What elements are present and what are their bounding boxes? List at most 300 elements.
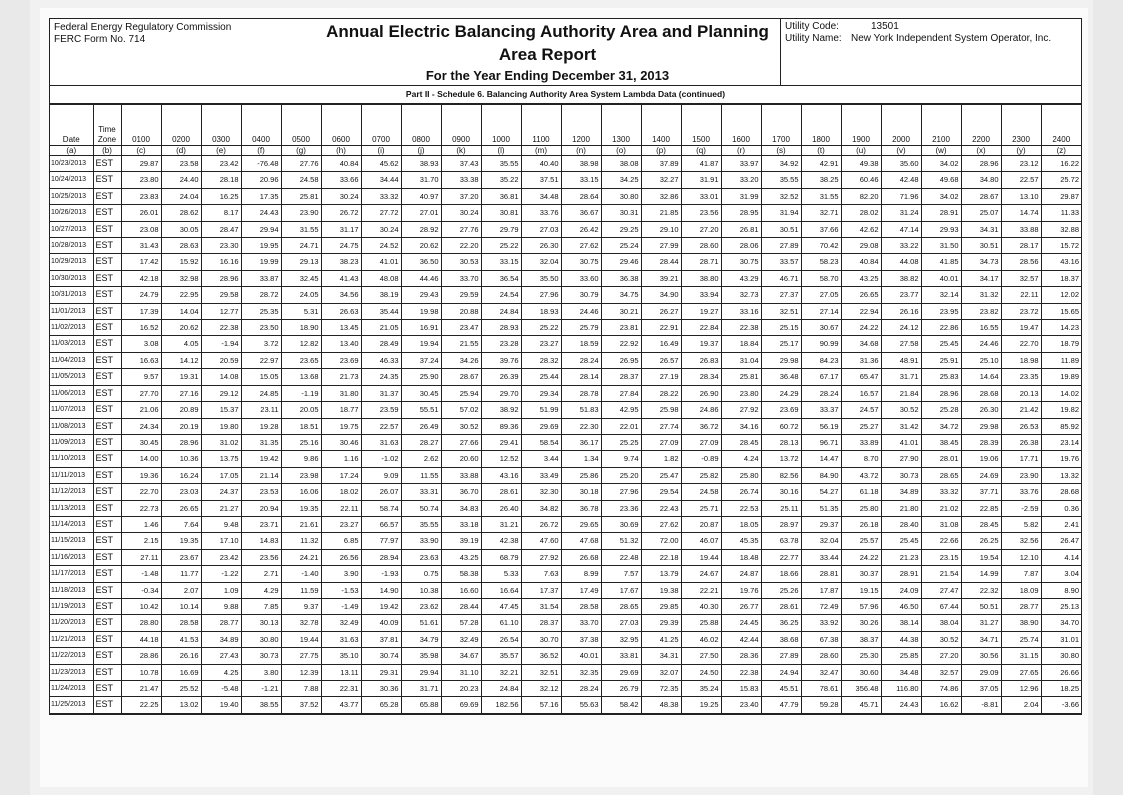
lambda-value-cell: 40.84	[321, 156, 361, 172]
lambda-value-cell: 34.25	[601, 172, 641, 188]
lambda-value-cell: 24.57	[841, 402, 881, 418]
lambda-value-cell: 36.72	[681, 418, 721, 434]
lambda-value-cell: 12.52	[481, 451, 521, 467]
lambda-value-cell: 55.63	[561, 697, 601, 713]
lambda-value-cell: 28.96	[201, 270, 241, 286]
lambda-value-cell: 33.76	[1001, 484, 1041, 500]
time-zone-cell: EST	[93, 664, 121, 680]
lambda-value-cell: 13.75	[201, 451, 241, 467]
lambda-value-cell: 32.52	[761, 188, 801, 204]
lambda-value-cell: -76.48	[241, 156, 281, 172]
lambda-value-cell: 29.08	[841, 238, 881, 254]
table-row	[50, 549, 1081, 565]
lambda-value-cell: 16.69	[161, 664, 201, 680]
lambda-value-cell: 24.43	[241, 205, 281, 221]
table-row	[50, 303, 1081, 319]
lambda-value-cell: 51.99	[521, 402, 561, 418]
lambda-value-cell: 29.13	[281, 254, 321, 270]
column-code: (t)	[801, 146, 841, 156]
lambda-value-cell: 1.09	[201, 582, 241, 598]
lambda-value-cell: 61.18	[841, 484, 881, 500]
lambda-value-cell: 21.73	[321, 369, 361, 385]
lambda-value-cell: 5.31	[281, 303, 321, 319]
lambda-value-cell: 12.10	[1001, 549, 1041, 565]
lambda-value-cell: 23.67	[161, 549, 201, 565]
lambda-value-cell: 23.71	[241, 516, 281, 532]
lambda-value-cell: 25.24	[601, 238, 641, 254]
part-heading: Part II - Schedule 6. Balancing Authority Area System Lambda Data (continued)	[50, 86, 1081, 104]
lambda-value-cell: 30.73	[881, 467, 921, 483]
lambda-value-cell: 30.51	[761, 221, 801, 237]
lambda-value-cell: 19.25	[681, 697, 721, 713]
lambda-value-cell: 30.70	[521, 631, 561, 647]
lambda-value-cell: 26.79	[601, 681, 641, 697]
lambda-value-cell: 30.79	[561, 287, 601, 303]
lambda-value-cell: 26.54	[481, 631, 521, 647]
lambda-value-cell: 14.04	[161, 303, 201, 319]
lambda-value-cell: 26.95	[601, 352, 641, 368]
lambda-value-cell: 32.04	[521, 254, 561, 270]
lambda-value-cell: 14.47	[801, 451, 841, 467]
lambda-value-cell: 27.03	[521, 221, 561, 237]
lambda-value-cell: 17.05	[201, 467, 241, 483]
lambda-value-cell: 36.50	[401, 254, 441, 270]
lambda-value-cell: 25.79	[561, 320, 601, 336]
lambda-value-cell: 2.41	[1041, 516, 1081, 532]
lambda-value-cell: 42.44	[721, 631, 761, 647]
lambda-value-cell: 29.10	[641, 221, 681, 237]
agency-block	[50, 19, 315, 85]
lambda-value-cell: 24.12	[881, 320, 921, 336]
lambda-value-cell: 30.51	[961, 238, 1001, 254]
lambda-value-cell: 36.70	[441, 484, 481, 500]
lambda-value-cell: 58.74	[361, 500, 401, 516]
lambda-value-cell: 41.01	[361, 254, 401, 270]
lambda-value-cell: 37.51	[521, 172, 561, 188]
lambda-value-cell: 60.72	[761, 418, 801, 434]
date-cell: 11/13/2013	[50, 500, 93, 516]
lambda-value-cell: 22.38	[721, 320, 761, 336]
agency-name: Federal Energy Regulatory Commission	[54, 22, 232, 33]
lambda-value-cell: 25.16	[281, 434, 321, 450]
table-row	[50, 664, 1081, 680]
lambda-value-cell: 57.28	[441, 615, 481, 631]
lambda-value-cell: 43.72	[841, 467, 881, 483]
lambda-value-cell: 27.65	[1001, 664, 1041, 680]
lambda-value-cell: 22.91	[641, 320, 681, 336]
lambda-value-cell: 31.55	[801, 188, 841, 204]
lambda-value-cell: 30.52	[441, 418, 481, 434]
table-row	[50, 467, 1081, 483]
lambda-value-cell: 22.97	[241, 352, 281, 368]
lambda-value-cell: 13.79	[641, 566, 681, 582]
lambda-value-cell: 22.01	[601, 418, 641, 434]
lambda-value-cell: 14.74	[1001, 205, 1041, 221]
utility-code-value: 13501	[871, 21, 899, 32]
lambda-value-cell: 19.35	[281, 500, 321, 516]
lambda-value-cell: 25.52	[161, 681, 201, 697]
lambda-value-cell: 28.93	[481, 320, 521, 336]
date-cell: 11/11/2013	[50, 467, 93, 483]
lambda-value-cell: 47.14	[881, 221, 921, 237]
lambda-value-cell: 29.98	[761, 352, 801, 368]
lambda-value-cell: 0.36	[1041, 500, 1081, 516]
lambda-value-cell: 21.27	[201, 500, 241, 516]
lambda-value-cell: 33.31	[401, 484, 441, 500]
lambda-value-cell: 23.59	[361, 402, 401, 418]
lambda-value-cell: 34.17	[961, 270, 1001, 286]
lambda-value-cell: 22.70	[121, 484, 161, 500]
lambda-value-cell: 4.29	[241, 582, 281, 598]
lambda-value-cell: 27.05	[801, 287, 841, 303]
lambda-value-cell: 24.40	[161, 172, 201, 188]
lambda-value-cell: 38.04	[921, 615, 961, 631]
lambda-value-cell: 18.02	[321, 484, 361, 500]
lambda-value-cell: 59.28	[801, 697, 841, 713]
utility-code-label: Utility Code:	[785, 21, 839, 32]
lambda-value-cell: 33.32	[361, 188, 401, 204]
lambda-value-cell: 24.79	[121, 287, 161, 303]
column-code: (m)	[521, 146, 561, 156]
time-zone-cell: EST	[93, 582, 121, 598]
lambda-value-cell: 20.87	[681, 516, 721, 532]
lambda-value-cell: 28.68	[961, 385, 1001, 401]
column-header: 0400	[241, 105, 281, 146]
lambda-value-cell: 8.99	[561, 566, 601, 582]
lambda-value-cell: 31.91	[681, 172, 721, 188]
lambda-value-cell: 19.94	[401, 336, 441, 352]
lambda-value-cell: 31.42	[881, 418, 921, 434]
lambda-value-cell: 28.94	[361, 549, 401, 565]
lambda-value-cell: 63.78	[761, 533, 801, 549]
lambda-value-cell: 21.55	[441, 336, 481, 352]
lambda-value-cell: 43.77	[321, 697, 361, 713]
lambda-value-cell: 29.87	[121, 156, 161, 172]
lambda-value-cell: 29.69	[521, 418, 561, 434]
lambda-value-cell: 24.09	[881, 582, 921, 598]
lambda-value-cell: 38.93	[401, 156, 441, 172]
column-code: (c)	[121, 146, 161, 156]
time-zone-cell: EST	[93, 697, 121, 713]
lambda-value-cell: 33.60	[561, 270, 601, 286]
lambda-value-cell: 26.30	[961, 402, 1001, 418]
lambda-value-cell: 16.25	[201, 188, 241, 204]
lambda-value-cell: 37.05	[961, 681, 1001, 697]
lambda-value-cell: 34.75	[601, 287, 641, 303]
lambda-value-cell: 82.56	[761, 467, 801, 483]
lambda-value-cell: 28.78	[561, 385, 601, 401]
time-zone-cell: EST	[93, 172, 121, 188]
lambda-value-cell: 24.85	[241, 385, 281, 401]
lambda-value-cell: 32.51	[761, 303, 801, 319]
lambda-value-cell: 31.94	[761, 205, 801, 221]
lambda-value-cell: -1.21	[241, 681, 281, 697]
lambda-value-cell: 29.79	[481, 221, 521, 237]
lambda-value-cell: 7.88	[281, 681, 321, 697]
column-header: 1100	[521, 105, 561, 146]
lambda-value-cell: 30.26	[841, 615, 881, 631]
lambda-value-cell: 27.09	[641, 434, 681, 450]
time-zone-cell: EST	[93, 369, 121, 385]
lambda-value-cell: 61.10	[481, 615, 521, 631]
lambda-value-cell: 18.48	[721, 549, 761, 565]
lambda-value-cell: 37.66	[801, 221, 841, 237]
utility-name-value: New York Independent System Operator, Inc.	[851, 33, 1052, 44]
lambda-value-cell: 28.96	[161, 434, 201, 450]
lambda-value-cell: 34.26	[441, 352, 481, 368]
lambda-value-cell: 27.72	[361, 205, 401, 221]
lambda-value-cell: 30.69	[601, 516, 641, 532]
lambda-value-cell: 29.37	[801, 516, 841, 532]
lambda-value-cell: 33.15	[481, 254, 521, 270]
lambda-value-cell: 30.24	[361, 221, 401, 237]
lambda-value-cell: 27.14	[801, 303, 841, 319]
lambda-value-cell: 24.34	[121, 418, 161, 434]
lambda-value-cell: 30.52	[921, 631, 961, 647]
lambda-value-cell: 32.47	[801, 664, 841, 680]
table-row	[50, 385, 1081, 401]
lambda-value-cell: 58.42	[601, 697, 641, 713]
lambda-value-cell: 24.58	[281, 172, 321, 188]
lambda-value-cell: 24.21	[281, 549, 321, 565]
lambda-value-cell: 23.77	[881, 287, 921, 303]
table-row	[50, 631, 1081, 647]
lambda-value-cell: 29.70	[481, 385, 521, 401]
lambda-value-cell: 35.55	[761, 172, 801, 188]
lambda-value-cell: 17.87	[801, 582, 841, 598]
table-row	[50, 582, 1081, 598]
lambda-value-cell: 43.29	[721, 270, 761, 286]
lambda-value-cell: 58.23	[801, 254, 841, 270]
lambda-value-cell: 37.24	[401, 352, 441, 368]
lambda-value-cell: 27.20	[681, 221, 721, 237]
lambda-value-cell: 17.39	[121, 303, 161, 319]
lambda-value-cell: 28.45	[961, 516, 1001, 532]
lambda-value-cell: 17.10	[201, 533, 241, 549]
lambda-value-cell: 28.60	[801, 648, 841, 664]
lambda-value-cell: 21.42	[1001, 402, 1041, 418]
report-title-block	[315, 19, 780, 85]
lambda-value-cell: 31.08	[921, 516, 961, 532]
lambda-value-cell: 42.95	[601, 402, 641, 418]
lambda-value-cell: 32.07	[641, 664, 681, 680]
table-row	[50, 451, 1081, 467]
lambda-value-cell: 30.53	[441, 254, 481, 270]
lambda-value-cell: 44.38	[881, 631, 921, 647]
lambda-value-cell: 22.66	[921, 533, 961, 549]
lambda-value-cell: 27.11	[121, 549, 161, 565]
time-zone-cell: EST	[93, 533, 121, 549]
lambda-value-cell: 27.62	[561, 238, 601, 254]
lambda-value-cell: 43.25	[841, 270, 881, 286]
lambda-value-cell: 35.60	[881, 156, 921, 172]
lambda-value-cell: 21.84	[881, 385, 921, 401]
lambda-value-cell: 20.23	[441, 681, 481, 697]
lambda-value-cell: 42.91	[801, 156, 841, 172]
time-zone-cell: EST	[93, 352, 121, 368]
lambda-value-cell: 16.52	[121, 320, 161, 336]
table-body	[50, 156, 1081, 714]
lambda-value-cell: 18.05	[721, 516, 761, 532]
lambda-value-cell: 25.26	[761, 582, 801, 598]
lambda-value-cell: 1.82	[641, 451, 681, 467]
date-cell: 10/31/2013	[50, 287, 93, 303]
lambda-value-cell: 2.15	[121, 533, 161, 549]
lambda-value-cell: 31.55	[281, 221, 321, 237]
lambda-value-cell: 26.16	[881, 303, 921, 319]
lambda-value-cell: 29.94	[401, 664, 441, 680]
table-row	[50, 681, 1081, 697]
lambda-value-cell: 60.46	[841, 172, 881, 188]
lambda-value-cell: 29.98	[961, 418, 1001, 434]
lambda-value-cell: 32.51	[521, 664, 561, 680]
lambda-value-cell: 26.83	[681, 352, 721, 368]
lambda-value-cell: 36.81	[481, 188, 521, 204]
lambda-value-cell: 0.75	[401, 566, 441, 582]
column-code: (p)	[641, 146, 681, 156]
lambda-value-cell: 1.34	[561, 451, 601, 467]
lambda-value-cell: 17.42	[121, 254, 161, 270]
lambda-value-cell: 19.44	[681, 549, 721, 565]
lambda-value-cell: 26.68	[561, 549, 601, 565]
lambda-value-cell: 26.30	[521, 238, 561, 254]
lambda-value-cell: 22.53	[721, 500, 761, 516]
lambda-value-cell: 31.24	[881, 205, 921, 221]
lambda-value-cell: 51.35	[801, 500, 841, 516]
lambda-value-cell: 356.48	[841, 681, 881, 697]
date-cell: 11/12/2013	[50, 484, 93, 500]
lambda-value-cell: 9.88	[201, 598, 241, 614]
lambda-value-cell: 27.92	[721, 402, 761, 418]
lambda-value-cell: 35.24	[681, 681, 721, 697]
lambda-value-cell: 33.38	[441, 172, 481, 188]
lambda-value-cell: 25.17	[761, 336, 801, 352]
lambda-value-cell: 23.81	[601, 320, 641, 336]
table-row	[50, 254, 1081, 270]
lambda-value-cell: 30.18	[561, 484, 601, 500]
lambda-value-cell: 31.71	[881, 369, 921, 385]
lambda-value-cell: 22.57	[361, 418, 401, 434]
column-code: (u)	[841, 146, 881, 156]
lambda-value-cell: 16.64	[481, 582, 521, 598]
lambda-value-cell: 51.61	[401, 615, 441, 631]
lambda-value-cell: 34.31	[961, 221, 1001, 237]
lambda-value-cell: 27.47	[921, 582, 961, 598]
lambda-value-cell: 26.16	[161, 648, 201, 664]
date-cell: 11/25/2013	[50, 697, 93, 713]
lambda-value-cell: 8.90	[1041, 582, 1081, 598]
lambda-value-cell: 78.61	[801, 681, 841, 697]
lambda-value-cell: 38.82	[881, 270, 921, 286]
column-header: 0700	[361, 105, 401, 146]
lambda-value-cell: 22.32	[961, 582, 1001, 598]
lambda-value-cell: 20.96	[241, 172, 281, 188]
lambda-value-cell: 27.19	[641, 369, 681, 385]
lambda-value-cell: 24.84	[481, 681, 521, 697]
lambda-value-cell: 29.94	[241, 221, 281, 237]
lambda-value-cell: 11.59	[281, 582, 321, 598]
lambda-value-cell: 35.22	[481, 172, 521, 188]
lambda-value-cell: 29.39	[641, 615, 681, 631]
lambda-value-cell: 66.57	[361, 516, 401, 532]
lambda-value-cell: 30.80	[241, 631, 281, 647]
lambda-value-cell: 19.37	[681, 336, 721, 352]
time-zone-cell: EST	[93, 221, 121, 237]
lambda-value-cell: 28.01	[921, 451, 961, 467]
lambda-value-cell: 38.98	[561, 156, 601, 172]
lambda-value-cell: 25.22	[481, 238, 521, 254]
lambda-value-cell: 1.46	[121, 516, 161, 532]
lambda-value-cell: 45.71	[841, 697, 881, 713]
lambda-value-cell: 23.95	[921, 303, 961, 319]
lambda-value-cell: 28.37	[601, 369, 641, 385]
lambda-value-cell: 33.66	[321, 172, 361, 188]
lambda-value-cell: 7.57	[601, 566, 641, 582]
lambda-value-cell: 33.22	[881, 238, 921, 254]
lambda-value-cell: 40.30	[681, 598, 721, 614]
lambda-value-cell: 29.69	[601, 664, 641, 680]
lambda-value-cell: 44.46	[401, 270, 441, 286]
column-header: 2200	[961, 105, 1001, 146]
lambda-value-cell: 29.25	[601, 221, 641, 237]
lambda-value-cell: 19.99	[241, 254, 281, 270]
lambda-value-cell: 16.49	[641, 336, 681, 352]
lambda-value-cell: 19.82	[1041, 402, 1081, 418]
lambda-value-cell: 31.17	[321, 221, 361, 237]
table-row	[50, 516, 1081, 532]
lambda-value-cell: -1.22	[201, 566, 241, 582]
lambda-value-cell: 18.37	[1041, 270, 1081, 286]
lambda-value-cell: 33.76	[521, 205, 561, 221]
lambda-value-cell: 21.61	[281, 516, 321, 532]
date-cell: 11/09/2013	[50, 434, 93, 450]
lambda-value-cell: 34.79	[401, 631, 441, 647]
lambda-value-cell: 19.31	[161, 369, 201, 385]
lambda-value-cell: 58.54	[521, 434, 561, 450]
lambda-value-cell: 28.60	[681, 238, 721, 254]
lambda-value-cell: 38.08	[601, 156, 641, 172]
column-header: 0600	[321, 105, 361, 146]
date-cell: 11/10/2013	[50, 451, 93, 467]
lambda-value-cell: 33.94	[681, 287, 721, 303]
column-code: (b)	[93, 146, 121, 156]
column-header: 0100	[121, 105, 161, 146]
lambda-value-cell: 28.96	[921, 385, 961, 401]
lambda-value-cell: 21.23	[881, 549, 921, 565]
lambda-value-cell: 32.45	[281, 270, 321, 286]
lambda-value-cell: 31.99	[721, 188, 761, 204]
column-code: (g)	[281, 146, 321, 156]
lambda-value-cell: 25.25	[601, 434, 641, 450]
lambda-value-cell: 27.96	[521, 287, 561, 303]
lambda-value-cell: 26.38	[1001, 434, 1041, 450]
lambda-value-cell: 31.80	[321, 385, 361, 401]
table-row	[50, 352, 1081, 368]
lambda-table	[50, 104, 1081, 714]
lambda-value-cell: 71.96	[881, 188, 921, 204]
table-row	[50, 484, 1081, 500]
lambda-value-cell: 30.56	[961, 648, 1001, 664]
lambda-value-cell: 27.03	[601, 615, 641, 631]
lambda-value-cell: 26.25	[961, 533, 1001, 549]
table-row	[50, 697, 1081, 713]
lambda-value-cell: 96.71	[801, 434, 841, 450]
lambda-value-cell: 3.04	[1041, 566, 1081, 582]
lambda-value-cell: 22.38	[201, 320, 241, 336]
lambda-value-cell: -1.48	[121, 566, 161, 582]
report-period: For the Year Ending December 31, 2013	[425, 68, 670, 83]
lambda-value-cell: 35.55	[401, 516, 441, 532]
